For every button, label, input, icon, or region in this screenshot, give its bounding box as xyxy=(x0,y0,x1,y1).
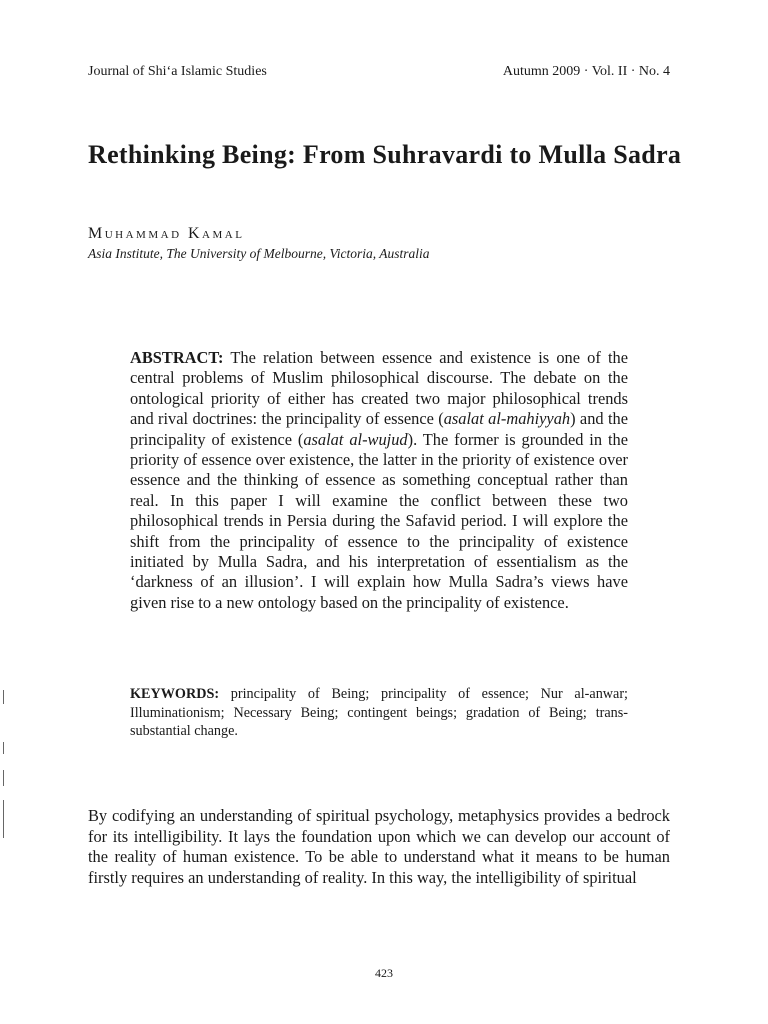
abstract-text-3: ). The former is grounded in the priority of essence over existence, the latter in the priority of existence over essence and the thinking of essence as something conceptual rather than real. In this paper I will examine the conflict between these two philosophical trends in Persia during the Safavid period. I will explore the shift from the principality of essence to the principality of existence initiated by Mulla Sadra, and his interpretation of essentialism as the ‘darkness of an illusion’. I will explain how Mulla Sadra’s views have given rise to a new ontology based on the principality of existence. xyxy=(130,429,628,612)
abstract-label: ABSTRACT: xyxy=(130,348,224,367)
keywords-text: principality of Being; principality of essence; Nur al-anwar; Illuminationism; Necessary Being; contingent beings; gradation of Being; trans-substantial change. xyxy=(130,686,628,739)
issue-info: Autumn 2009 · Vol. II · No. 4 xyxy=(502,64,670,79)
abstract-term-1: asalat al-mahiyyah xyxy=(443,409,571,429)
journal-name: Journal of Shi‘a Islamic Studies xyxy=(88,64,267,79)
margin-mark xyxy=(3,742,4,754)
article-title: Rethinking Being: From Suhravardi to Mulla Sadra xyxy=(88,140,682,169)
margin-mark xyxy=(3,770,4,786)
margin-mark xyxy=(3,800,4,838)
abstract-text-1: The relation between essence and existence is one of the central problems of Muslim philosophical discourse. The debate on the ontological priority of either has created two major philosophical trends and rival doctrines: the principality of essence ( xyxy=(130,348,628,429)
keywords xyxy=(130,685,628,741)
abstract-text-2: ) and the principality of existence ( xyxy=(130,409,628,449)
keywords-label: KEYWORDS: xyxy=(130,686,220,702)
author-name: Muhammad Kamal xyxy=(88,225,245,242)
abstract xyxy=(130,348,628,613)
margin-mark xyxy=(3,690,4,704)
page-number: 423 xyxy=(375,966,393,980)
author-affiliation: Asia Institute, The University of Melbourne, Victoria, Australia xyxy=(88,246,430,261)
abstract-term-2: asalat al-wujud xyxy=(303,429,408,449)
body-paragraph: By codifying an understanding of spiritual psychology, metaphysics provides a bedrock for its intelligibility. It lays the foundation upon which we can develop our account of the reality of human existence. To be able to understand what it means to be human firstly requires an understanding of reality. In this way, the intelligibility of spiritual xyxy=(88,806,670,887)
